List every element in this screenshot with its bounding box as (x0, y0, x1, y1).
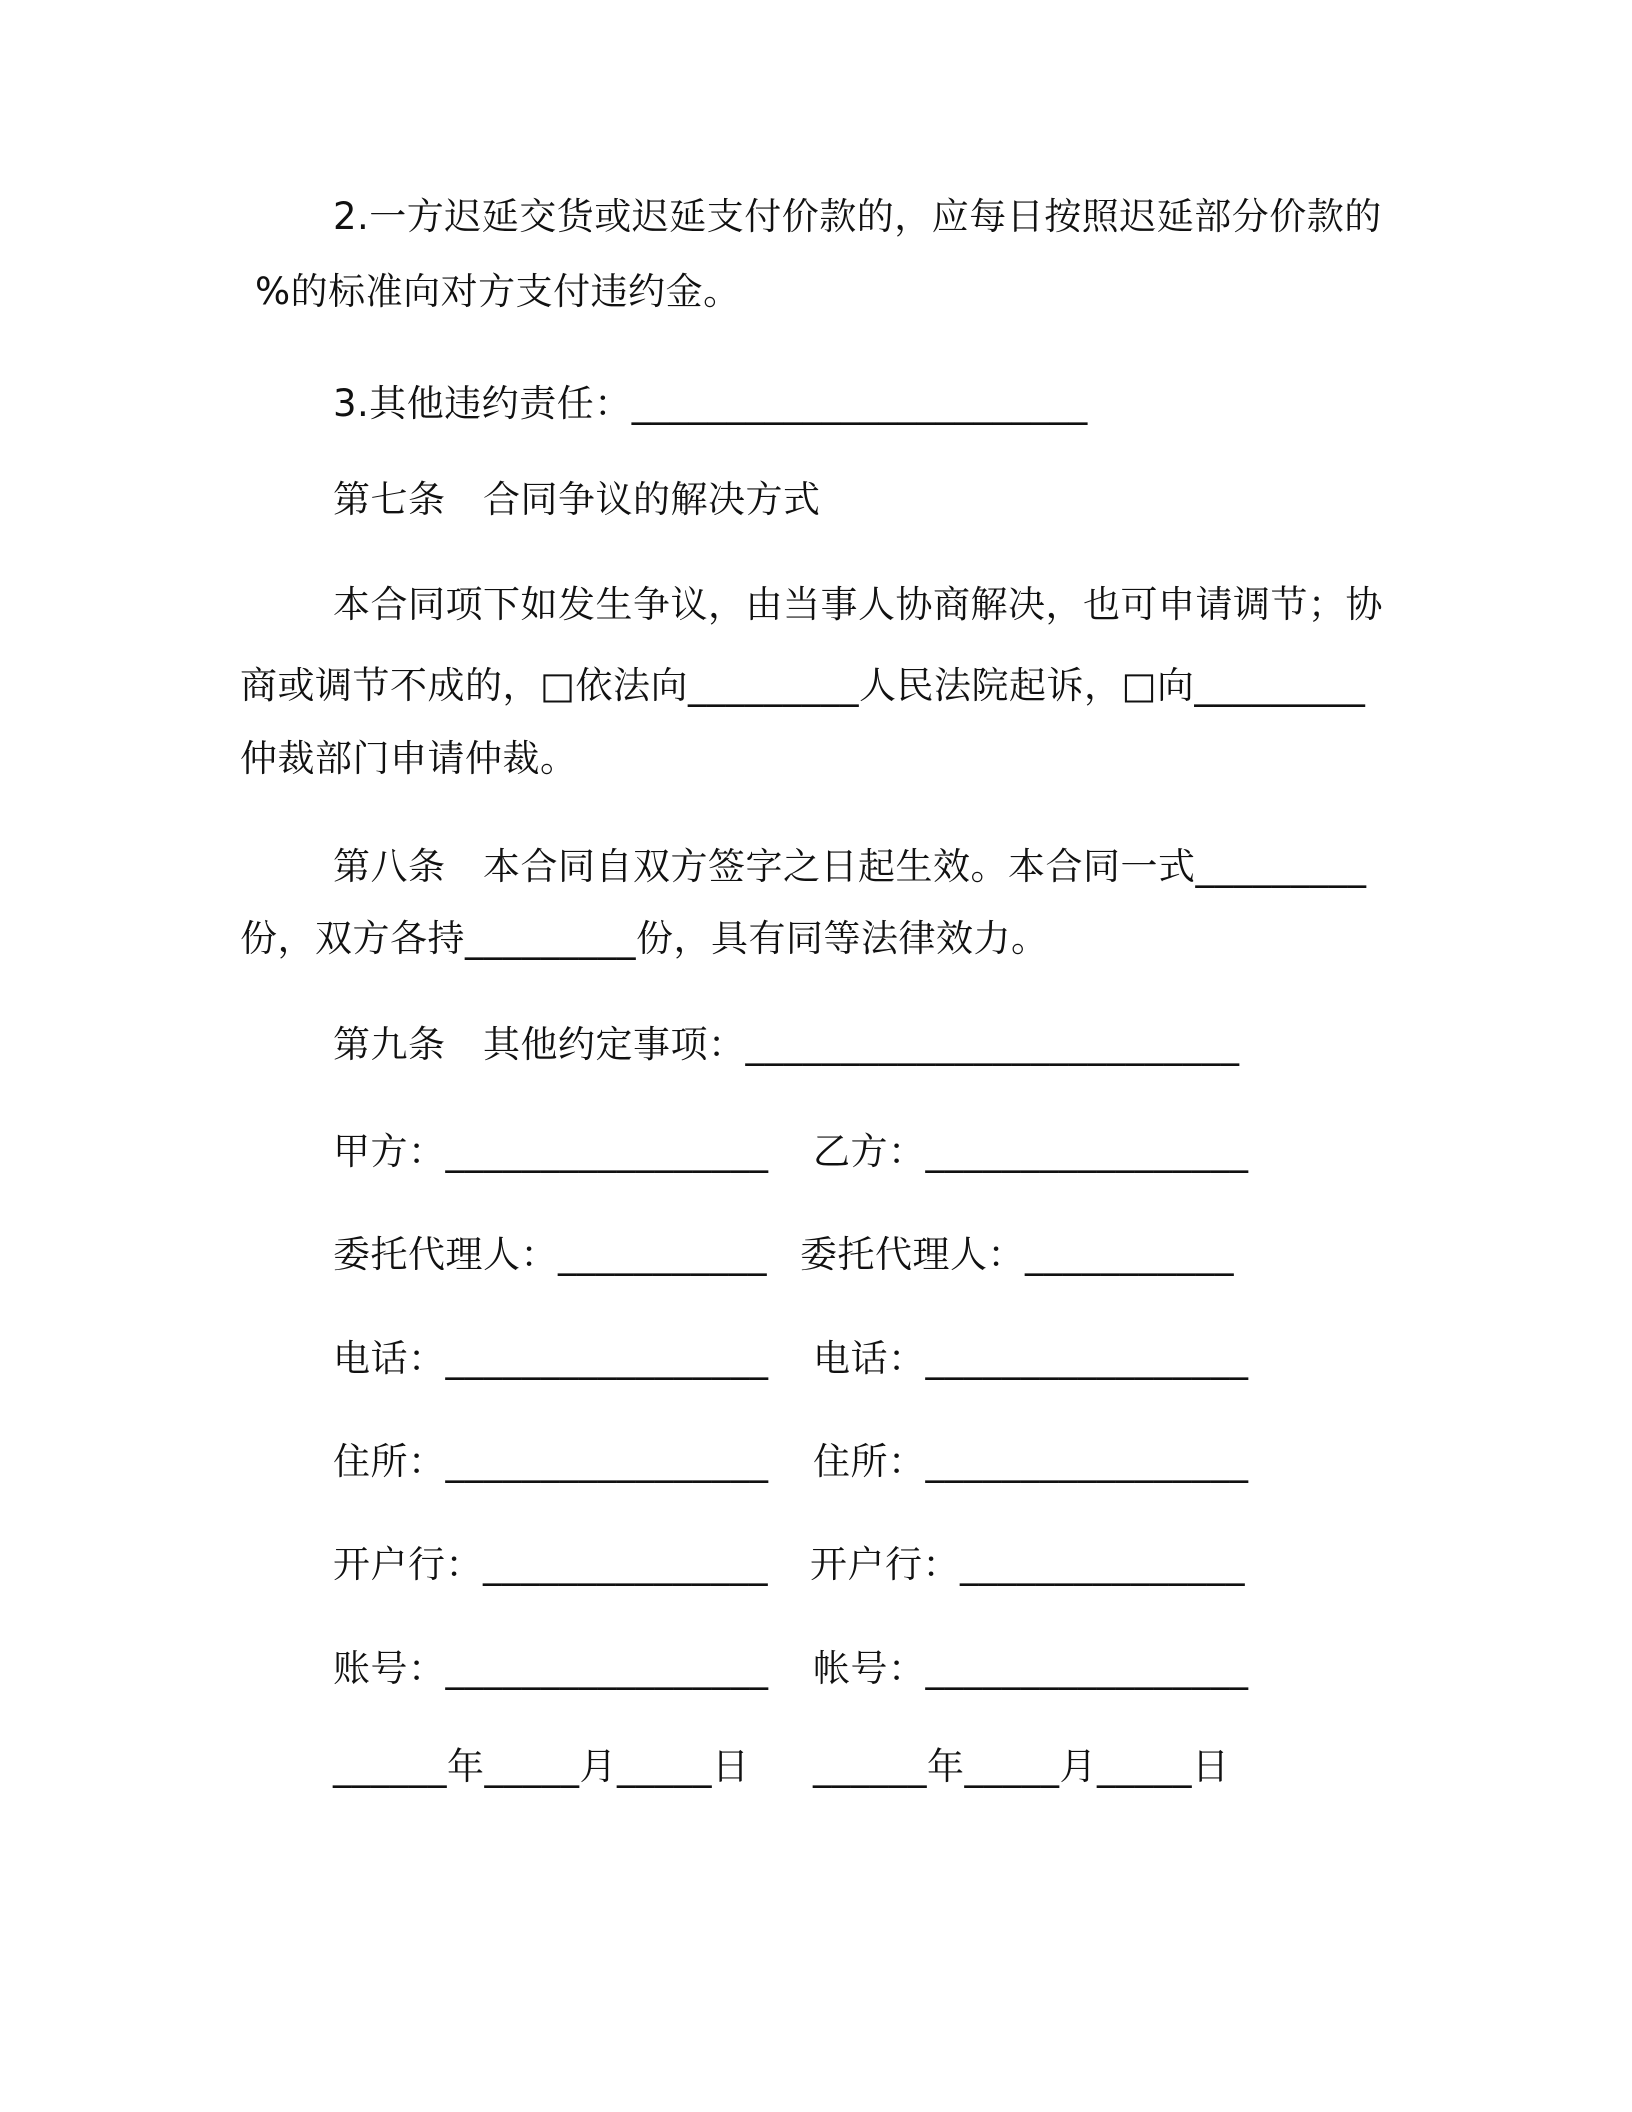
phone-b-field: 电话：_________________ (813, 1337, 1249, 1380)
clause7-body-line3: 仲裁部门申请仲裁。 (240, 737, 578, 780)
date-a-field: ______年_____月_____日 (333, 1745, 750, 1788)
clause8-line2: 份，双方各持_________份，具有同等法律效力。 (240, 917, 1049, 960)
clause7-body-line1: 本合同项下如发生争议，由当事人协商解决，也可申请调节；协 (333, 583, 1383, 626)
clause8-line1: 第八条 本合同自双方签字之日起生效。本合同一式_________ (333, 845, 1367, 888)
party-a-field: 甲方：_________________ (333, 1130, 769, 1173)
clause6-item2-line1: 2.一方迟延交货或迟延支付价款的，应每日按照迟延部分价款的 (333, 195, 1382, 238)
bank-a-field: 开户行：_______________ (333, 1543, 768, 1586)
address-a-field: 住所：_________________ (333, 1440, 769, 1483)
agent-b-field: 委托代理人：___________ (800, 1233, 1234, 1276)
clause6-item2-line2: %的标准向对方支付违约金。 (255, 270, 741, 313)
account-a-field: 账号：_________________ (333, 1647, 769, 1690)
clause9-line1: 第九条 其他约定事项：__________________________ (333, 1023, 1240, 1066)
date-b-field: ______年_____月_____日 (813, 1745, 1230, 1788)
clause7-heading: 第七条 合同争议的解决方式 (333, 478, 821, 521)
bank-b-field: 开户行：_______________ (810, 1543, 1245, 1586)
address-b-field: 住所：_________________ (813, 1440, 1249, 1483)
clause7-body-line2: 商或调节不成的，□依法向_________人民法院起诉，□向_________ (240, 664, 1366, 707)
agent-a-field: 委托代理人：___________ (333, 1233, 767, 1276)
account-b-field: 帐号：_________________ (813, 1647, 1249, 1690)
clause6-item3: 3.其他违约责任：________________________ (333, 382, 1088, 425)
phone-a-field: 电话：_________________ (333, 1337, 769, 1380)
party-b-field: 乙方：_________________ (813, 1130, 1249, 1173)
